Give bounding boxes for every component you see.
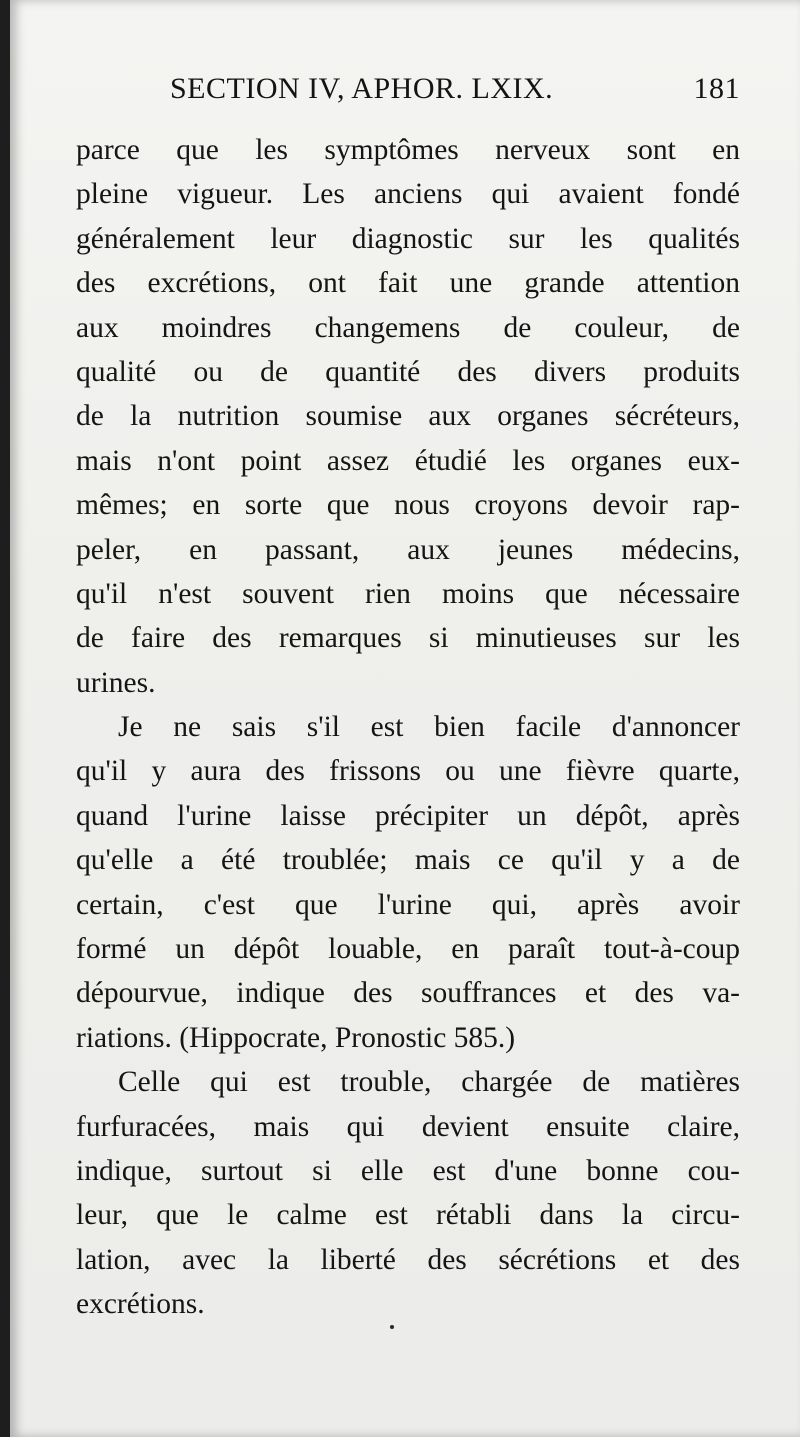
text-line: des excrétions, ont fait une grande attention (76, 267, 740, 300)
text-line: dépourvue, indique des souffrances et des va- (76, 977, 740, 1010)
text-line: quand l'urine laisse précipiter un dépôt, après (76, 799, 740, 832)
ink-speck (390, 1325, 394, 1329)
text-line: certain, c'est que l'urine qui, après avoir (76, 888, 740, 921)
text-line: qualité ou de quantité des divers produits (76, 355, 740, 388)
text-line: furfuracées, mais qui devient ensuite claire, (76, 1110, 740, 1143)
text-line: pleine vigueur. Les anciens qui avaient fondé (76, 178, 740, 211)
text-line: de faire des remarques si minutieuses sur les (76, 622, 740, 655)
text-line: mêmes; en sorte que nous croyons devoir rap- (76, 489, 740, 522)
running-title: SECTION IV, APHOR. LXIX. (170, 72, 554, 105)
page-number: 181 (693, 72, 740, 105)
text-line: Je ne sais s'il est bien facile d'annoncer (118, 711, 740, 744)
text-line: leur, que le calme est rétabli dans la circu- (76, 1199, 740, 1232)
text-line: riations. (Hippocrate, Pronostic 585.) (76, 1021, 516, 1054)
text-line: qu'il n'est souvent rien moins que nécessaire (76, 577, 740, 610)
text-line: parce que les symptômes nerveux sont en (76, 134, 740, 166)
text-line: qu'elle a été troublée; mais ce qu'il y a de (76, 844, 740, 877)
book-page (10, 0, 800, 1437)
text-line: Celle qui est trouble, chargée de matières (118, 1066, 740, 1099)
body-text (76, 128, 740, 1327)
text-line: généralement leur diagnostic sur les qualités (76, 222, 740, 255)
text-line: de la nutrition soumise aux organes sécréteurs, (76, 400, 740, 433)
text-line: qu'il y aura des frissons ou une fièvre quarte, (76, 755, 740, 788)
text-line: indique, surtout si elle est d'une bonne cou- (76, 1154, 740, 1187)
text-line: urines. (76, 666, 156, 699)
text-line: lation, avec la liberté des sécrétions et des (76, 1243, 740, 1276)
text-line: excrétions. (76, 1288, 205, 1321)
text-line: aux moindres changemens de couleur, de (76, 311, 740, 344)
text-line: peler, en passant, aux jeunes médecins, (76, 533, 740, 566)
text-line: mais n'ont point assez étudié les organes eux- (76, 444, 740, 477)
running-head (170, 72, 740, 116)
text-line: formé un dépôt louable, en paraît tout-à-coup (76, 933, 740, 966)
